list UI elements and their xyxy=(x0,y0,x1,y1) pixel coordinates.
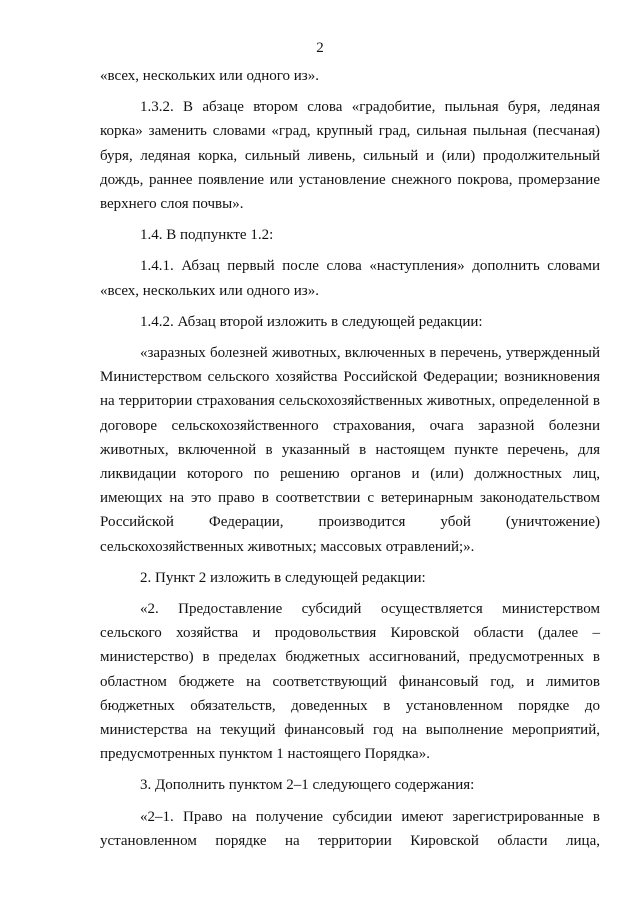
paragraph-spacer xyxy=(100,798,600,805)
paragraph-spacer xyxy=(100,88,600,95)
paragraph: «заразных болезней животных, включенных в перечень, утвержденный Министерством сельского хозяйства Российской Федерации; возникновения на территории страхования сельскохозяйственных животных, определенной в договоре сельскохозяйственного страхования, очага заразной болезни животных, включенной в указанный в настоящем пункте перечень, для ликвидации которого по решению органов и (или) должностных лиц, имеющих на это право в соответствии с ветеринарным законодательством Российской Федерации, производится убой (уничтожение) сельскохозяйственных животных; массовых отравлений;». xyxy=(100,345,600,555)
paragraph: 1.4.1. Абзац первый после слова «наступления» дополнить словами «всех, нескольких или одного из». xyxy=(100,258,600,299)
paragraph: 1.4.2. Абзац второй изложить в следующей редакции: xyxy=(140,313,483,330)
paragraph-spacer xyxy=(100,247,600,254)
paragraph: 1.4. В подпункте 1.2: xyxy=(140,227,274,244)
paragraph-spacer xyxy=(100,766,600,773)
paragraph: 3. Дополнить пунктом 2–1 следующего содержания: xyxy=(140,777,475,794)
paragraph-spacer xyxy=(100,216,600,223)
paragraph-spacer xyxy=(100,559,600,566)
paragraph-spacer xyxy=(100,303,600,310)
paragraph: 1.3.2. В абзаце втором слова «градобитие, пыльная буря, ледяная корка» заменить словами «град, крупный град, сильная пыльная (песчаная) буря, ледяная корка, сильный ливень, сильный и (или) продолжительный дождь, раннее появление или установление снежного покрова, промерзание верхнего слоя почвы». xyxy=(100,99,600,213)
paragraph-spacer xyxy=(100,590,600,597)
paragraph-spacer xyxy=(100,334,600,341)
document-body xyxy=(100,64,600,853)
paragraph: «2–1. Право на получение субсидии имеют зарегистрированные в установленном порядке на территории Кировской области лица, xyxy=(100,808,600,849)
paragraph: 2. Пункт 2 изложить в следующей редакции: xyxy=(140,569,426,586)
paragraph: «всех, нескольких или одного из». xyxy=(100,68,319,84)
page-number: 2 xyxy=(316,40,324,56)
paragraph: «2. Предоставление субсидий осуществляется министерством сельского хозяйства и продовольствия Кировской области (далее – министерство) в пределах бюджетных ассигнований, предусмотренных в областном бюджете на соответствующий финансовый год, и лимитов бюджетных обязательств, доведенных в установленном порядке до министерства на текущий финансовый год на выполнение мероприятий, предусмотренных пунктом 1 настоящего Порядка». xyxy=(100,601,600,763)
